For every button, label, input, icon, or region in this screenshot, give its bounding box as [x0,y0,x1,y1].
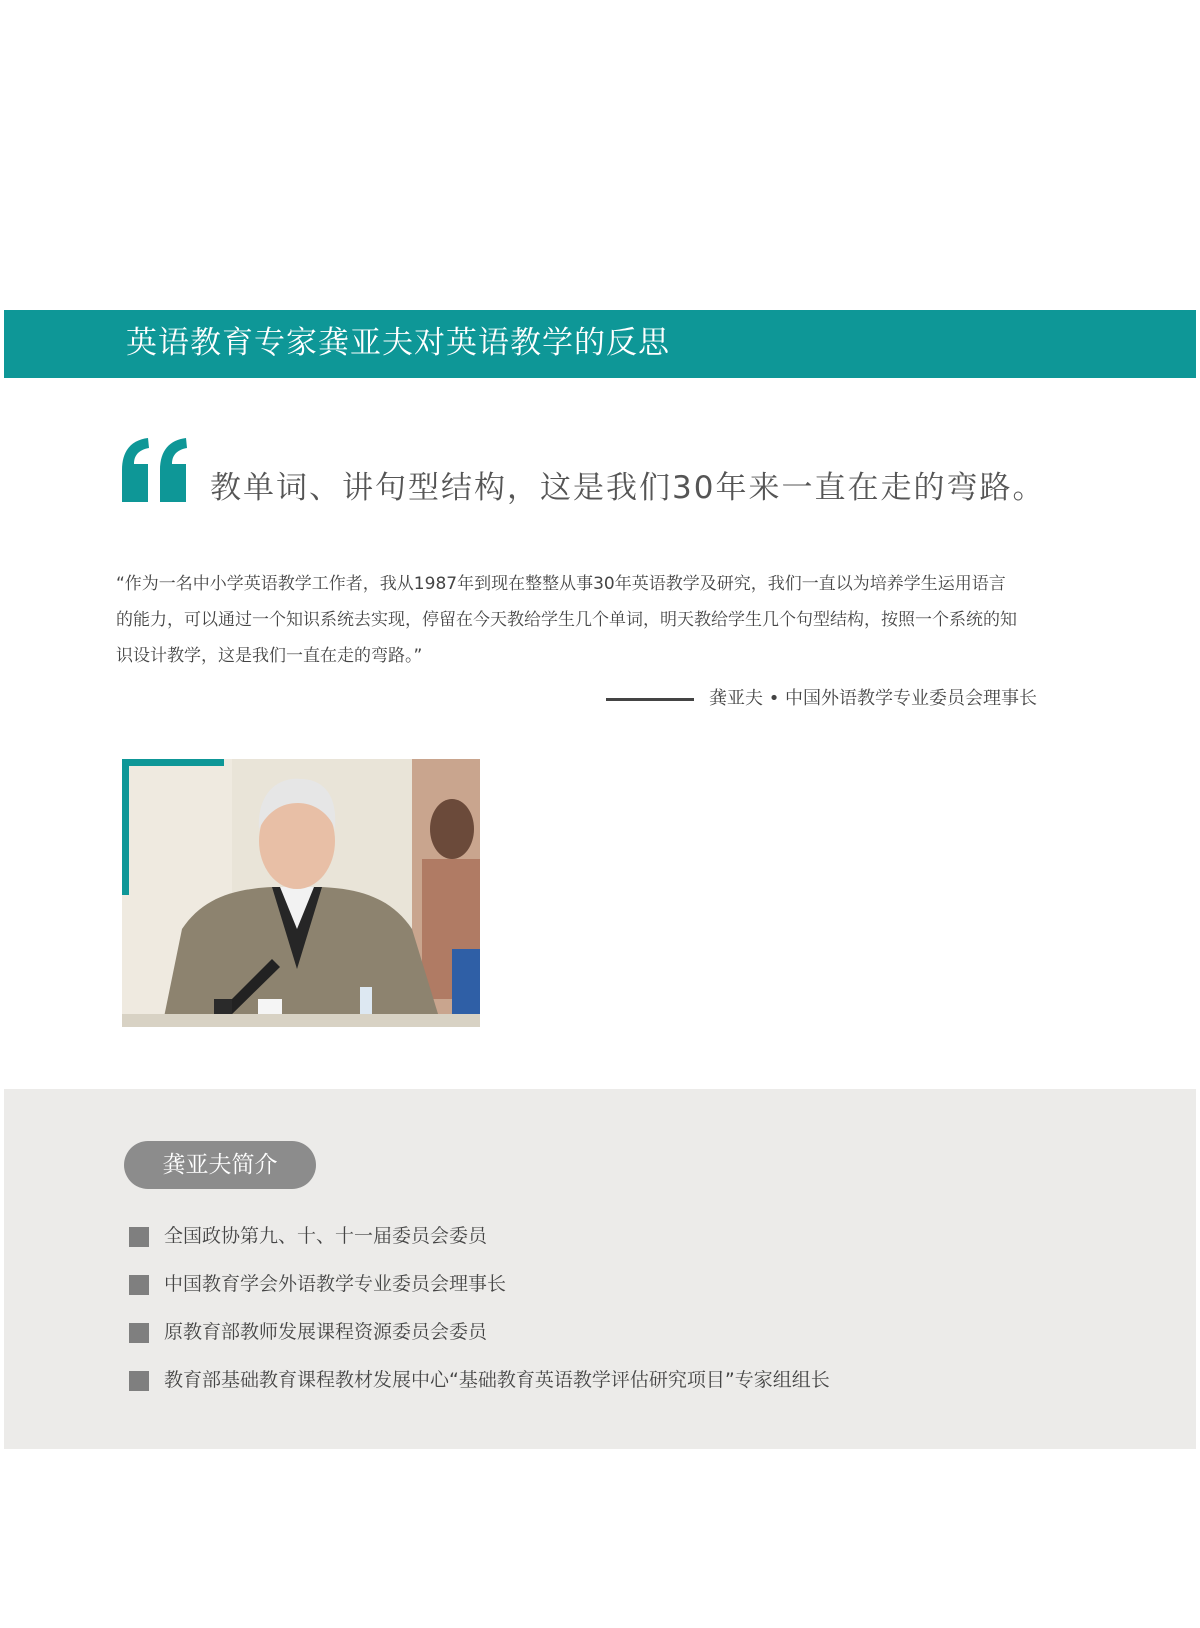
square-bullet-icon [129,1323,149,1343]
quote-line: 的能力，可以通过一个知识系统去实现，停留在今天教给学生几个单词，明天教给学生几个句型结构，按照一个系统的知 [116,610,1017,630]
quote-line: “作为一名中小学英语教学工作者，我从1987年到现在整整从事30年英语教学及研究，我们一直以为培养学生运用语言 [116,574,1006,594]
list-item-text: 中国教育学会外语教学专业委员会理事长 [164,1273,507,1295]
quote-body [116,566,1072,674]
bio-panel [4,1089,1196,1449]
bio-title-badge: 龚亚夫简介 [124,1141,316,1189]
square-bullet-icon [129,1227,149,1247]
square-bullet-icon [129,1371,149,1391]
list-item-text: 教育部基础教育课程教材发展中心“基础教育英语教学评估研究项目”专家组组长 [164,1369,830,1391]
portrait-photo [122,759,480,1027]
photo-accent [122,759,224,766]
square-bullet-icon [129,1275,149,1295]
list-item-text: 原教育部教师发展课程资源委员会委员 [164,1321,488,1343]
attribution-divider [606,698,694,701]
quote-line: 识设计教学，这是我们一直在走的弯路。” [116,646,423,666]
page-title: 英语教育专家龚亚夫对英语教学的反思 [126,325,670,361]
quote-mark-icon [118,436,190,504]
attribution: 龚亚夫 • 中国外语教学专业委员会理事长 [709,688,1038,709]
quote-headline: 教单词、讲句型结构，这是我们30年来一直在走的弯路。 [210,470,1046,506]
list-item-text: 全国政协第九、十、十一届委员会委员 [164,1225,488,1247]
header-bar [4,310,1196,378]
photo-accent [122,759,129,895]
